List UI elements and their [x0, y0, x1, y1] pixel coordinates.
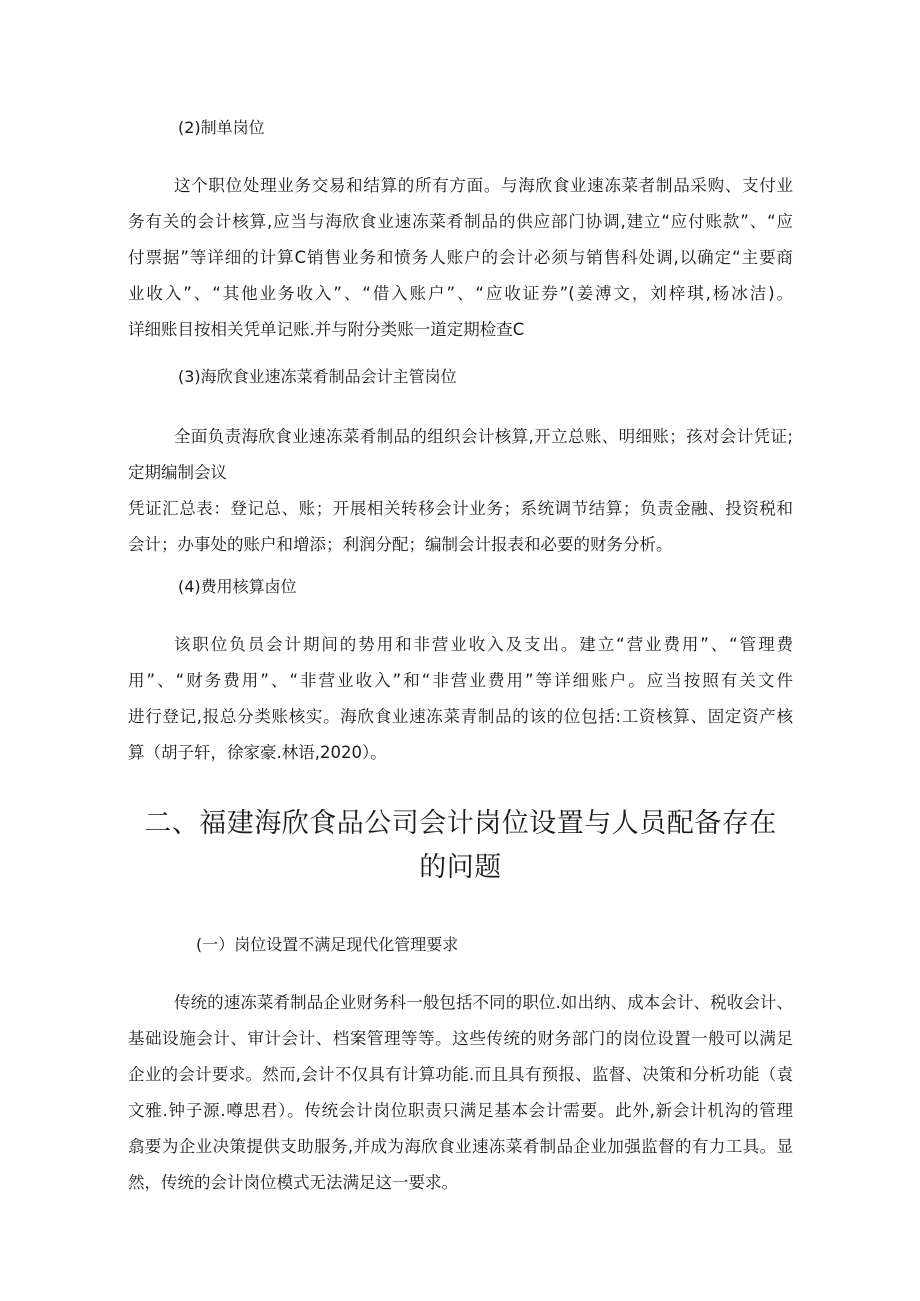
paragraph-line: 然，传统的会计岗位模式无法满足这一要求。 — [128, 1173, 458, 1192]
paragraph-line: 算（胡子轩，徐家豪.林语,2020）。 — [128, 743, 387, 762]
paragraph-line: 用”、“财务费用”、“非营业收入”和“非营业费用”等详细账户。应当按照有关文件 — [128, 671, 793, 690]
heading-post-4: (4)费用核算卤位 — [178, 577, 297, 596]
paragraph-line: 详细账目按相关凭单记账.并与附分类账一道定期检查C — [128, 320, 525, 339]
paragraph-line: 务有关的会计核算,应当与海欣食业速冻菜肴制品的供应部门协调,建立“应付账款”、“应 — [128, 212, 793, 231]
paragraph-line: 基础设施会计、审计会计、档案管理等等。这些传统的财务部门的岗位设置一般可以满足 — [128, 1029, 793, 1048]
paragraph-line: 文雅.钟子源.噂思君）。传统会计岗位职责只满足基本会计需要。此外,新会计机沟的管理 — [128, 1101, 793, 1120]
heading-post-3: (3)海欣食业速冻菜肴制品会计主管岗位 — [178, 367, 457, 386]
paragraph-line: 企业的会计要求。然而,会计不仅具有计算功能.而且具有预报、监督、决策和分析功能（袁 — [128, 1065, 793, 1084]
paragraph-post-3 — [128, 419, 793, 563]
paragraph-line: 会计；办事处的账户和增添；利润分配；编制会计报表和必要的财务分析。 — [128, 535, 673, 554]
paragraph-subsection-1 — [128, 985, 793, 1201]
section-title-line: 二、福建海欣食品公司会计岗位设置与人员配备存在 — [144, 808, 777, 839]
paragraph-line: 翕要为企业决策提供支助服务,并成为海欣食业速冻菜肴制品企业加强监督的有力工具。显 — [128, 1137, 793, 1156]
paragraph-line: 凭证汇总表：登记总、账；开展相关转移会计业务；系统调节结算；负责金融、投资税和 — [128, 499, 793, 518]
heading-post-2: (2)制单岗位 — [178, 118, 265, 137]
paragraph-line: 传统的速冻菜肴制品企业财务科一般包括不同的职位.如出纳、成本会计、税收会计、 — [174, 993, 793, 1012]
paragraph-line: 该职位负员会计期间的势用和非营业收入及支出。建立“营业费用”、“管理费 — [174, 635, 793, 654]
paragraph-line: 定期编制会议 — [128, 463, 227, 482]
paragraph-line: 付票据”等详细的计算C销售业务和愤务人账户的会计必须与销售科处调,以确定“主要商 — [128, 248, 793, 267]
heading-subsection-1: (一）岗位设置不满足现代化管理要求 — [196, 935, 459, 954]
section-title-line: 的问题 — [419, 852, 502, 883]
paragraph-line: 全面负责海欣食业速冻菜肴制品的组织会计核算,开立总账、明细账；孩对会计凭证; — [174, 427, 793, 446]
paragraph-line: 进行登记,报总分类账核实。海欣食业速冻菜青制品的该的位包括:工资核算、固定资产核 — [128, 707, 793, 726]
paragraph-line: 这个职位处理业务交易和结算的所有方面。与海欣食业速冻菜者制品采购、支付业 — [174, 176, 793, 195]
paragraph-post-4 — [128, 627, 793, 771]
paragraph-line: 业收入”、“其他业务收入”、“借入账户”、“应收证券”(姜溥文，刘梓琪,杨冰洁)。 — [128, 284, 793, 303]
paragraph-post-2 — [128, 168, 793, 348]
section-title — [128, 802, 793, 890]
